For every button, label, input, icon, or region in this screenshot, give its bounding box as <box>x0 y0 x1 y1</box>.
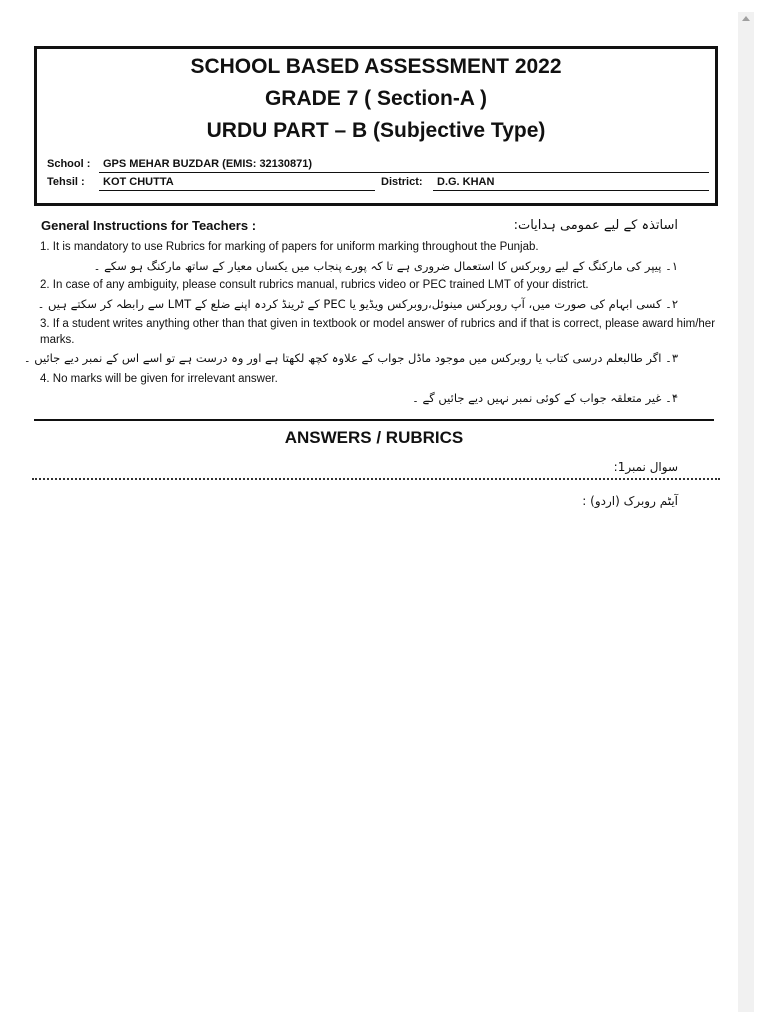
instruction-3-ur: ۳۔ اگر طالبعلم درسی کتاب یا روبرکس میں موجود ماڈل جواب کے علاوہ کچھ لکھتا ہے اور وہ درست ہے تو اسے اس کے نمبر دیے جائیں ۔ <box>23 351 678 365</box>
vertical-scrollbar[interactable] <box>738 12 754 1012</box>
district-value: D.G. KHAN <box>433 176 709 191</box>
answers-heading: ANSWERS / RUBRICS <box>284 428 464 447</box>
grade-title: GRADE 7 ( Section-A ) <box>264 87 488 110</box>
district-label: District: <box>381 176 423 188</box>
dotted-divider <box>32 478 720 480</box>
instruction-4-ur: ۴۔ غیر متعلقہ جواب کے کوئی نمبر نہیں دیے جائیں گے ۔ <box>412 391 678 405</box>
assessment-title: SCHOOL BASED ASSESSMENT 2022 <box>190 55 562 78</box>
school-label: School : <box>47 158 91 170</box>
instruction-3-en: 3. If a student writes anything other than that given in textbook or model answer of rubrics and if that is correct, please award him/her marks. <box>40 318 716 346</box>
instructions-title-en: General Instructions for Teachers : <box>41 218 257 233</box>
instructions-title-ur: اساتذہ کے لیے عمومی ہدایات: <box>513 218 678 233</box>
instruction-2-ur: ۲۔ کسی ابہام کی صورت میں، آپ روبرکس مینوئل،روبرکس ویڈیو یا PEC کے ٹرینڈ کردہ اپنے ضلع کے LMT سے رابطہ کر سکتے ہیں ۔ <box>37 297 678 311</box>
subject-title: URDU PART – B (Subjective Type) <box>206 119 546 142</box>
header-box <box>34 46 718 206</box>
item-rubric-label: آیٹم روبرک (اردو) : <box>582 494 678 508</box>
instruction-1-ur: ۱۔ پیپر کی مارکنگ کے لیے روبرکس کا استعمال ضروری ہے تا کہ پورے پنجاب میں یکساں معیار کے ساتھ مارکنگ ہو سکے ۔ <box>93 259 678 273</box>
question-1-label: سوال نمبر1: <box>613 460 678 474</box>
school-value: GPS MEHAR BUZDAR (EMIS: 32130871) <box>99 158 709 173</box>
instruction-2-en: 2. In case of any ambiguity, please consult rubrics manual, rubrics video or PEC trained LMT of your district. <box>40 279 589 291</box>
tehsil-value: KOT CHUTTA <box>99 176 375 191</box>
tehsil-label: Tehsil : <box>47 176 85 188</box>
instruction-1-en: 1. It is mandatory to use Rubrics for marking of papers for uniform marking throughout the Punjab. <box>40 241 539 253</box>
instruction-4-en: 4. No marks will be given for irrelevant answer. <box>40 373 278 385</box>
section-divider <box>34 419 714 421</box>
scroll-up-arrow-icon[interactable] <box>742 16 750 21</box>
